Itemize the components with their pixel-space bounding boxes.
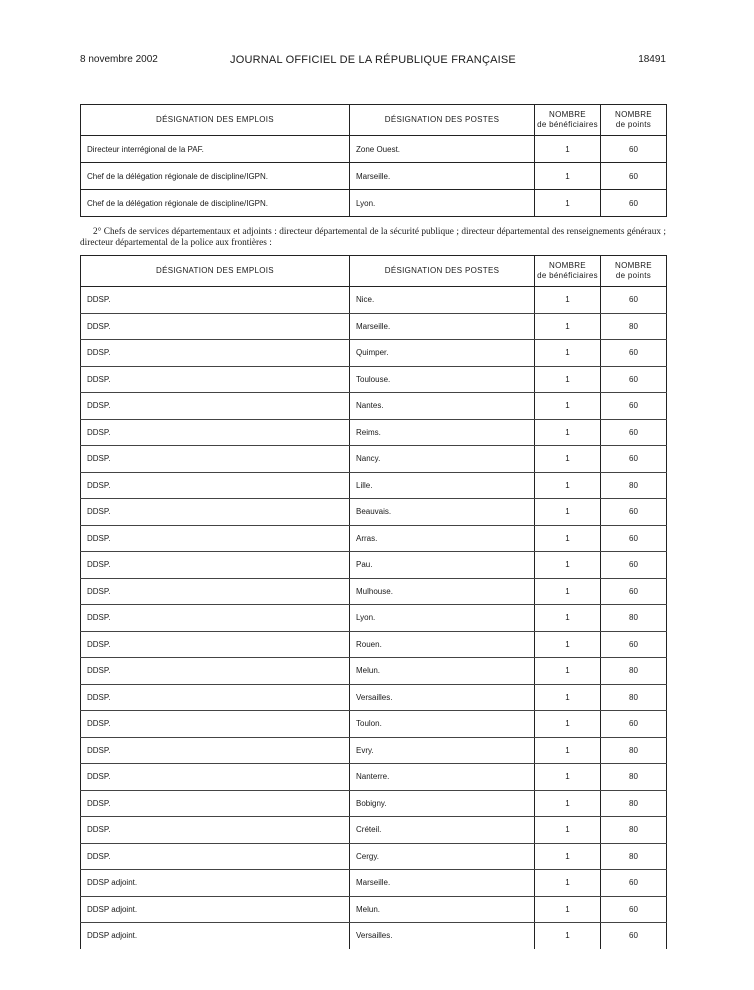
page-header	[80, 54, 666, 68]
cell-beneficiaires: 1	[535, 552, 601, 579]
header-journal-title: JOURNAL OFFICIEL DE LA RÉPUBLIQUE FRANÇAISE	[230, 54, 516, 66]
table-row	[81, 472, 667, 499]
table-row	[81, 340, 667, 367]
table-row	[81, 313, 667, 340]
cell-poste: Quimper.	[350, 340, 535, 367]
cell-poste: Versailles.	[350, 923, 535, 949]
header-beneficiaires-line2: de bénéficiaires	[537, 120, 598, 129]
table-row	[81, 684, 667, 711]
cell-points: 80	[601, 737, 667, 764]
table-row	[81, 896, 667, 923]
cell-beneficiaires: 1	[535, 287, 601, 314]
cell-emploi: DDSP.	[81, 658, 350, 685]
header-points-line1: NOMBRE	[615, 261, 652, 270]
cell-beneficiaires: 1	[535, 711, 601, 738]
cell-beneficiaires: 1	[535, 340, 601, 367]
cell-beneficiaires: 1	[535, 313, 601, 340]
cell-points: 60	[601, 136, 667, 163]
cell-points: 80	[601, 472, 667, 499]
cell-emploi: DDSP.	[81, 843, 350, 870]
header-postes: DÉSIGNATION DES POSTES	[350, 105, 535, 136]
cell-beneficiaires: 1	[535, 605, 601, 632]
cell-poste: Cergy.	[350, 843, 535, 870]
cell-poste: Nice.	[350, 287, 535, 314]
header-points	[601, 105, 667, 136]
cell-poste: Toulouse.	[350, 366, 535, 393]
cell-beneficiaires: 1	[535, 737, 601, 764]
table-row	[81, 764, 667, 791]
cell-beneficiaires: 1	[535, 446, 601, 473]
cell-poste: Mulhouse.	[350, 578, 535, 605]
table-row	[81, 552, 667, 579]
cell-points: 80	[601, 605, 667, 632]
cell-points: 80	[601, 817, 667, 844]
cell-poste: Arras.	[350, 525, 535, 552]
cell-poste: Marseille.	[350, 163, 535, 190]
cell-poste: Marseille.	[350, 313, 535, 340]
cell-emploi: DDSP.	[81, 499, 350, 526]
cell-beneficiaires: 1	[535, 366, 601, 393]
header-beneficiaires-line2: de bénéficiaires	[537, 271, 598, 280]
cell-points: 60	[601, 552, 667, 579]
table-row	[81, 287, 667, 314]
cell-points: 80	[601, 658, 667, 685]
section-paragraph: 2° Chefs de services départementaux et adjoints : directeur départemental de la sécurité publique ; directeur départemental des renseignements généraux ; directeur départemental de la police aux frontières :	[80, 227, 666, 248]
cell-emploi: DDSP.	[81, 790, 350, 817]
cell-emploi: Chef de la délégation régionale de discipline/IGPN.	[81, 163, 350, 190]
table-row	[81, 136, 667, 163]
table-header-row	[81, 256, 667, 287]
cell-points: 60	[601, 631, 667, 658]
header-points	[601, 256, 667, 287]
table-emplois-1	[80, 104, 667, 217]
cell-emploi: DDSP.	[81, 525, 350, 552]
cell-beneficiaires: 1	[535, 790, 601, 817]
cell-poste: Créteil.	[350, 817, 535, 844]
cell-emploi: DDSP.	[81, 711, 350, 738]
cell-beneficiaires: 1	[535, 578, 601, 605]
header-points-line2: de points	[615, 120, 652, 129]
cell-beneficiaires: 1	[535, 817, 601, 844]
cell-points: 60	[601, 163, 667, 190]
cell-points: 80	[601, 313, 667, 340]
cell-emploi: DDSP.	[81, 313, 350, 340]
cell-poste: Reims.	[350, 419, 535, 446]
cell-beneficiaires: 1	[535, 163, 601, 190]
cell-points: 60	[601, 896, 667, 923]
cell-poste: Nanterre.	[350, 764, 535, 791]
table-row	[81, 366, 667, 393]
table-row	[81, 190, 667, 217]
cell-poste: Pau.	[350, 552, 535, 579]
cell-emploi: DDSP.	[81, 287, 350, 314]
header-emplois: DÉSIGNATION DES EMPLOIS	[81, 256, 350, 287]
cell-emploi: DDSP.	[81, 764, 350, 791]
cell-points: 60	[601, 525, 667, 552]
header-beneficiaires-line1: NOMBRE	[549, 261, 586, 270]
table-row	[81, 631, 667, 658]
table-row	[81, 817, 667, 844]
cell-emploi: DDSP.	[81, 393, 350, 420]
table-row	[81, 737, 667, 764]
cell-beneficiaires: 1	[535, 419, 601, 446]
header-points-line2: de points	[615, 271, 652, 280]
cell-beneficiaires: 1	[535, 190, 601, 217]
header-beneficiaires	[535, 256, 601, 287]
header-points-line1: NOMBRE	[615, 110, 652, 119]
cell-beneficiaires: 1	[535, 684, 601, 711]
cell-points: 60	[601, 923, 667, 949]
header-date: 8 novembre 2002	[80, 54, 158, 65]
cell-poste: Marseille.	[350, 870, 535, 897]
cell-beneficiaires: 1	[535, 764, 601, 791]
cell-emploi: DDSP.	[81, 472, 350, 499]
cell-points: 80	[601, 764, 667, 791]
cell-points: 80	[601, 843, 667, 870]
table-row	[81, 419, 667, 446]
cell-emploi: DDSP.	[81, 419, 350, 446]
cell-beneficiaires: 1	[535, 525, 601, 552]
cell-points: 60	[601, 393, 667, 420]
table-row	[81, 870, 667, 897]
cell-points: 60	[601, 870, 667, 897]
cell-emploi: DDSP adjoint.	[81, 870, 350, 897]
cell-points: 60	[601, 366, 667, 393]
cell-emploi: Directeur interrégional de la PAF.	[81, 136, 350, 163]
cell-beneficiaires: 1	[535, 631, 601, 658]
cell-points: 60	[601, 499, 667, 526]
cell-poste: Nantes.	[350, 393, 535, 420]
cell-emploi: DDSP.	[81, 446, 350, 473]
cell-emploi: DDSP.	[81, 631, 350, 658]
cell-beneficiaires: 1	[535, 472, 601, 499]
cell-poste: Rouen.	[350, 631, 535, 658]
header-page-number: 18491	[638, 54, 666, 65]
header-beneficiaires-line1: NOMBRE	[549, 110, 586, 119]
cell-beneficiaires: 1	[535, 923, 601, 949]
table-row	[81, 790, 667, 817]
cell-beneficiaires: 1	[535, 499, 601, 526]
table-row	[81, 578, 667, 605]
cell-beneficiaires: 1	[535, 896, 601, 923]
table-row	[81, 605, 667, 632]
cell-poste: Bobigny.	[350, 790, 535, 817]
cell-beneficiaires: 1	[535, 870, 601, 897]
table-row	[81, 923, 667, 949]
cell-poste: Beauvais.	[350, 499, 535, 526]
cell-poste: Zone Ouest.	[350, 136, 535, 163]
cell-emploi: DDSP.	[81, 605, 350, 632]
header-emplois: DÉSIGNATION DES EMPLOIS	[81, 105, 350, 136]
table-row	[81, 163, 667, 190]
cell-emploi: DDSP.	[81, 737, 350, 764]
cell-emploi: DDSP.	[81, 578, 350, 605]
table-row	[81, 525, 667, 552]
cell-poste: Versailles.	[350, 684, 535, 711]
cell-poste: Melun.	[350, 896, 535, 923]
cell-points: 60	[601, 340, 667, 367]
cell-points: 60	[601, 578, 667, 605]
cell-emploi: Chef de la délégation régionale de discipline/IGPN.	[81, 190, 350, 217]
cell-points: 80	[601, 790, 667, 817]
table-row	[81, 658, 667, 685]
cell-poste: Evry.	[350, 737, 535, 764]
cell-emploi: DDSP adjoint.	[81, 923, 350, 949]
cell-points: 60	[601, 287, 667, 314]
cell-poste: Melun.	[350, 658, 535, 685]
cell-emploi: DDSP.	[81, 817, 350, 844]
cell-emploi: DDSP adjoint.	[81, 896, 350, 923]
cell-points: 60	[601, 446, 667, 473]
table-row	[81, 446, 667, 473]
table-emplois-2	[80, 255, 667, 949]
cell-points: 60	[601, 190, 667, 217]
table-row	[81, 843, 667, 870]
cell-beneficiaires: 1	[535, 393, 601, 420]
cell-poste: Lyon.	[350, 190, 535, 217]
cell-emploi: DDSP.	[81, 340, 350, 367]
cell-points: 60	[601, 711, 667, 738]
table-row	[81, 499, 667, 526]
header-postes: DÉSIGNATION DES POSTES	[350, 256, 535, 287]
cell-beneficiaires: 1	[535, 843, 601, 870]
cell-poste: Lyon.	[350, 605, 535, 632]
cell-emploi: DDSP.	[81, 552, 350, 579]
header-beneficiaires	[535, 105, 601, 136]
cell-poste: Toulon.	[350, 711, 535, 738]
table-row	[81, 711, 667, 738]
table-row	[81, 393, 667, 420]
cell-poste: Nancy.	[350, 446, 535, 473]
cell-poste: Lille.	[350, 472, 535, 499]
cell-points: 80	[601, 684, 667, 711]
cell-beneficiaires: 1	[535, 136, 601, 163]
cell-points: 60	[601, 419, 667, 446]
cell-emploi: DDSP.	[81, 366, 350, 393]
cell-emploi: DDSP.	[81, 684, 350, 711]
cell-beneficiaires: 1	[535, 658, 601, 685]
table-header-row	[81, 105, 667, 136]
